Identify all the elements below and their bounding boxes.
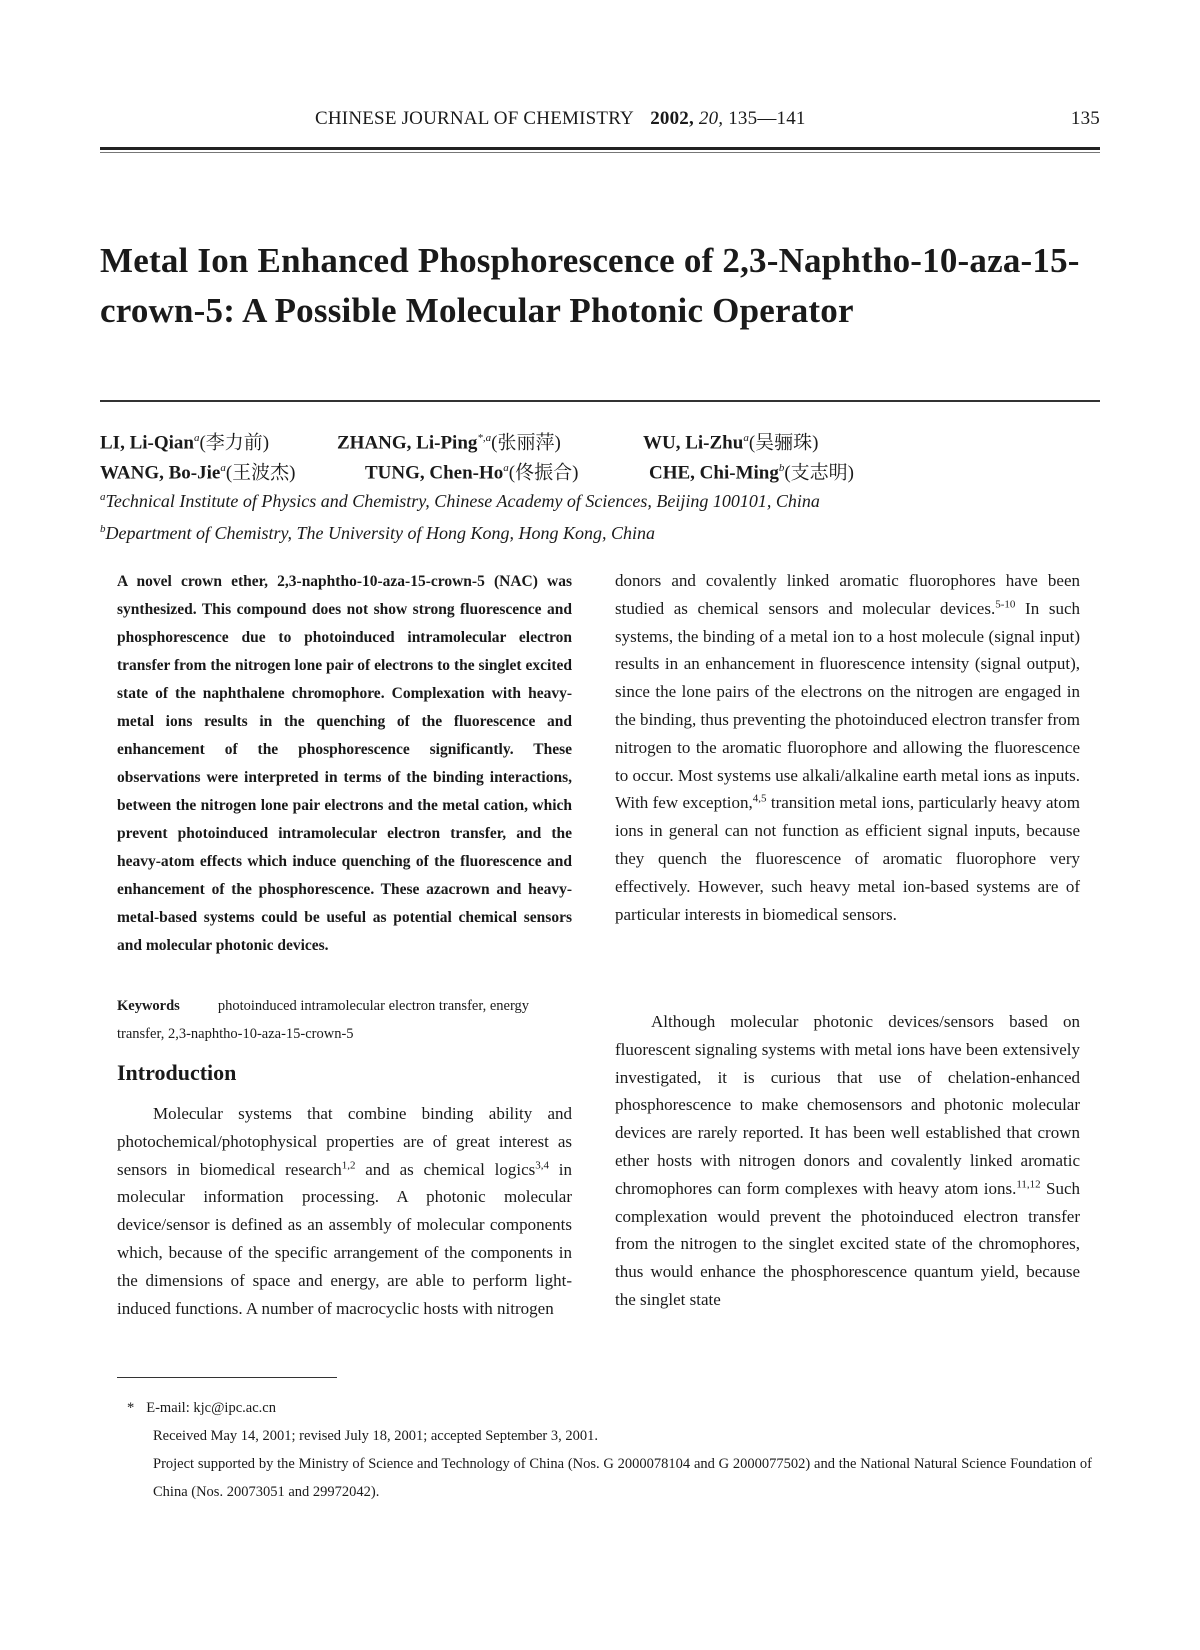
body-paragraph: donors and covalently linked aromatic fluorophores have been studied as chemical sensors and molecular devices.$^{5-10}$ In such systems, the binding of a metal ion to a host molecule (signal input) results in an enhancement in fluorescence intensity (signal output), since the lone pairs of the electrons on the nitrogen are engaged in the binding, thus preventing the photoinduced electron transfer from nitrogen to the aromatic fluorophore and allowing the fluorescence to occur. Most systems use alkali/alkaline earth metal ions as inputs. With few exception,$^{4,5}$ transition metal ions, particularly heavy atom ions in general can not function as efficient signal inputs, because they quench the fluorescence of aromatic fluorophore very effectively. However, such heavy metal ion-based systems are of particular interests in biomedical sensors.	[615, 571, 1081, 924]
footnote-received: Received May 14, 2001; revised July 18, 2001; accepted September 3, 2001.	[153, 1428, 598, 1444]
author-item: TUNG, Chen-Ho$^a$(佟振合)	[365, 462, 579, 484]
section-heading: Introduction	[117, 1060, 237, 1085]
author-row	[100, 423, 1100, 453]
author-item: WU, Li-Zhu$^a$(吴骊珠)	[643, 432, 819, 454]
journal-volume: 20,	[698, 108, 724, 129]
citation: 3,4	[535, 1158, 549, 1171]
citation: 11,12	[1016, 1178, 1041, 1191]
author-block	[100, 423, 1100, 547]
affiliation: $^b$Department of Chemistry, The University of Hong Kong, Hong Kong, China	[100, 523, 655, 543]
citation: 1,2	[341, 1158, 356, 1171]
author-item: WANG, Bo-Jie$^a$(王波杰)	[100, 462, 296, 484]
body-paragraph: Molecular systems that combine binding ability and photochemical/photophysical properties are of great interest as sensors in biomedical research$^{1,2}$ and as chemical logics$^{3,4}$ in molecular information processing. A photonic molecular device/sensor is defined as an assembly of molecular components which, because of the specific arrangement of the components in the dimensions of space and energy, are able to perform light-induced functions. A number of macrocyclic hosts with nitrogen	[117, 1104, 572, 1318]
footnotes	[127, 1394, 1092, 1506]
author-item: CHE, Chi-Ming$^b$(支志明)	[649, 462, 855, 484]
body-paragraph: Although molecular photonic devices/sensors based on fluorescent signaling systems with metal ions have been extensively investigated, it is curious that use of chelation-enhanced phosphorescence to make chemosensors and photonic molecular devices are rarely reported. It has been well established that crown ether hosts with nitrogen donors and covalently linked aromatic chromophores can form complexes with heavy atom ions.$^{11,12}$ Such complexation would prevent the photoinduced electron transfer from the nitrogen to the singlet excited state of the chromophores, thus would enhance the phosphorescence quantum yield, because the singlet state	[615, 1012, 1081, 1309]
journal-citation	[315, 108, 806, 130]
citation: 4,5	[752, 792, 767, 805]
journal-year: 2002,	[650, 108, 694, 129]
author-row	[100, 453, 1100, 483]
citation: 5-10	[995, 598, 1016, 611]
footnote-email: * E-mail: kjc@ipc.ac.cn	[127, 1400, 276, 1416]
header-rule-thin	[100, 152, 1100, 153]
author-item: ZHANG, Li-Ping$^{*,a}$(张丽萍)	[337, 432, 561, 454]
footnote-funding: Project supported by the Ministry of Science and Technology of China (Nos. G 2000078104 and G 2000077502) and the National Natural Science Foundation of China (Nos. 20073051 and 29972042).	[153, 1456, 1092, 1500]
author-item: LI, Li-Qian$^a$(李力前)	[100, 432, 270, 454]
header-rule	[100, 147, 1100, 150]
journal-pages: 135—141	[728, 108, 806, 129]
keywords-label: Keywords	[117, 998, 180, 1014]
running-header	[100, 108, 1100, 138]
journal-name: CHINESE JOURNAL OF CHEMISTRY	[315, 108, 634, 129]
keywords	[117, 992, 572, 1048]
page-number: 135	[1070, 108, 1100, 129]
footnote-rule	[117, 1377, 337, 1378]
affiliation: $^a$Technical Institute of Physics and Chemistry, Chinese Academy of Sciences, Beijing 100101, China	[100, 491, 820, 511]
title-rule	[100, 400, 1100, 402]
article-title: Metal Ion Enhanced Phosphorescence of 2,3-Naphtho-10-aza-15-crown-5: A Possible Molecular Photonic Operator	[100, 241, 1080, 330]
abstract: A novel crown ether, 2,3-naphtho-10-aza-15-crown-5 (NAC) was synthesized. This compound does not show strong fluorescence and phosphorescence due to photoinduced intramolecular electron transfer from the nitrogen lone pair of electrons to the singlet excited state of the naphthalene chromophore. Complexation with heavy-metal ions results in the quenching of the fluorescence and enhancement of the phosphorescence significantly. These observations were interpreted in terms of the binding interactions, between the nitrogen lone pair electrons and the metal cation, which prevent photoinduced intramolecular electron transfer, and the heavy-atom effects which induce quenching of the fluorescence and enhancement of the phosphorescence. These azacrown and heavy-metal-based systems could be useful as potential chemical sensors and molecular photonic devices.	[117, 573, 572, 954]
keywords-text: photoinduced intramolecular electron transfer, energy transfer, 2,3-naphtho-10-aza-15-crown-5	[117, 998, 530, 1042]
